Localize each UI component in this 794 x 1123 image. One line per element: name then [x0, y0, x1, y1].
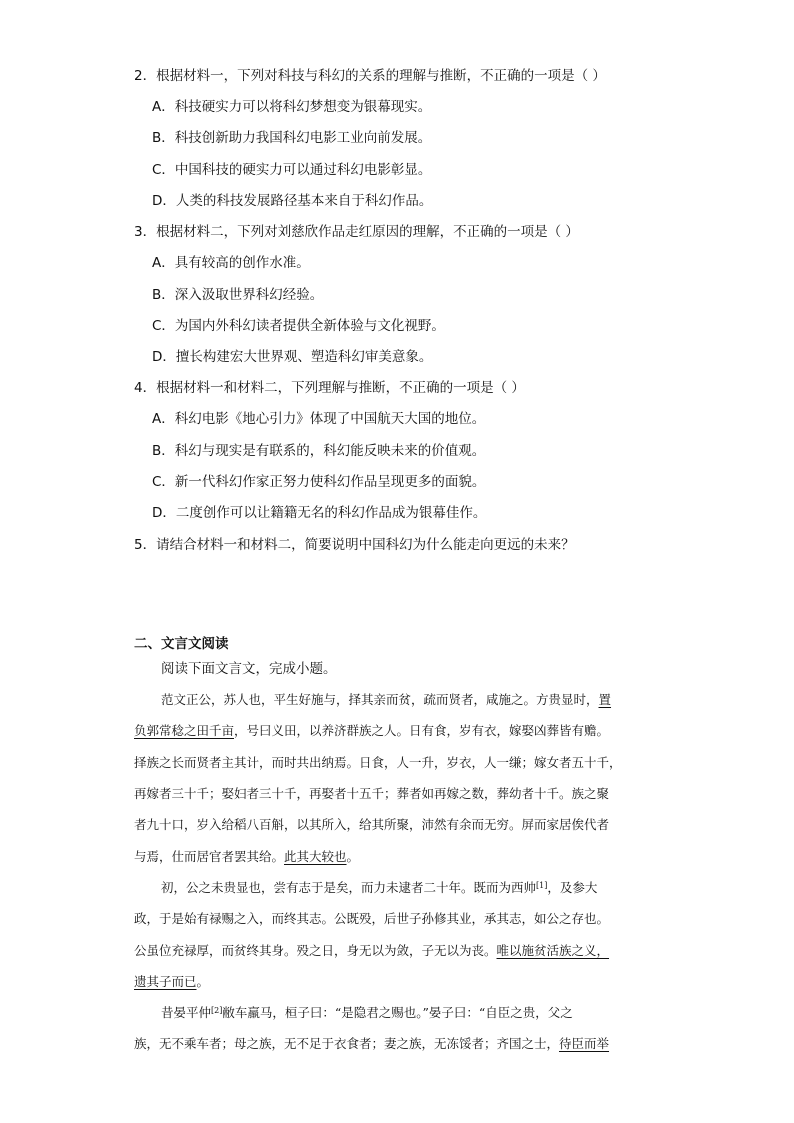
question-4-stem: 4．根据材料一和材料二，下列理解与推断，不正确的一项是（ ）: [134, 380, 525, 396]
passage-p2-line-1: 初，公之未贵显也，尝有志于是矣，而力未逮者二十年。既而为西帅[1]，及参大: [161, 880, 598, 895]
underlined-phrase: 唯以施贫活族之义，: [496, 943, 610, 958]
passage-p1-line-3: 择族之长而贤者主其计，而时共出纳焉。日食，人一升，岁衣，人一缣；嫁女者五十千，: [134, 755, 622, 770]
question-3-option-d: D．擅长构建宏大世界观、塑造科幻审美意象。: [152, 349, 433, 365]
question-3-option-c: C．为国内外科幻读者提供全新体验与文化视野。: [152, 318, 445, 334]
passage-p3-line-2: 族，无不乘车者；母之族，无不足于衣食者；妻之族，无冻馁者；齐国之士，待臣而举: [134, 1036, 610, 1051]
question-5-stem: 5．请结合材料一和材料二，简要说明中国科幻为什么能走向更远的未来？: [134, 537, 575, 553]
section-2-instruction: 阅读下面文言文，完成小题。: [161, 661, 337, 677]
question-4-option-a: A．科幻电影《地心引力》体现了中国航天大国的地位。: [152, 411, 486, 427]
question-2-stem: 2．根据材料一，下列对科技与科幻的关系的理解与推断，不正确的一项是（ ）: [134, 68, 606, 84]
underlined-phrase: 遗其子而已: [134, 974, 197, 989]
passage-p1-line-4: 再嫁者三十千；娶妇者三十千，再娶者十五千；葬者如再嫁之数，葬幼者十千。族之聚: [134, 786, 610, 801]
underlined-phrase: 置: [598, 692, 612, 707]
passage-p1-line-1: 范文正公，苏人也，平生好施与，择其亲而贫，疏而贤者，咸施之。方贵显时，置: [161, 692, 612, 707]
footnote-marker: [1]: [536, 881, 548, 890]
underlined-phrase: 负郭常稔之田千亩: [134, 723, 235, 738]
passage-p3-line-1: 昔晏平仲[2]敝车羸马，桓子曰：“是隐君之赐也。”晏子曰：“自臣之贵，父之: [161, 1005, 573, 1020]
passage-p2-line-4: 遗其子而已。: [134, 974, 210, 989]
section-2-heading: 二、文言文阅读: [134, 636, 229, 652]
question-4-option-b: B．科幻与现实是有联系的，科幻能反映未来的价值观。: [152, 443, 486, 459]
question-4-option-c: C．新一代科幻作家正努力使科幻作品呈现更多的面貌。: [152, 474, 486, 490]
question-2-option-c: C．中国科技的硬实力可以通过科幻电影彰显。: [152, 162, 432, 178]
passage-p2-line-2: 政，于是始有禄赐之入，而终其志。公既殁，后世子孙修其业，承其志，如公之存也。: [134, 911, 610, 926]
passage-p1-line-5: 者九十口，岁入给稻八百斛，以其所入，给其所聚，沛然有余而无穷。屏而家居俟代者: [134, 817, 610, 832]
question-3-option-a: A．具有较高的创作水准。: [152, 255, 310, 271]
question-3-option-b: B．深入汲取世界科幻经验。: [152, 287, 324, 303]
underlined-phrase: 此其大较也: [284, 849, 347, 864]
question-2-option-a: A．科技硬实力可以将科幻梦想变为银幕现实。: [152, 99, 432, 115]
underlined-phrase: 待臣而举: [559, 1036, 610, 1051]
passage-p1-line-2: 负郭常稔之田千亩，号曰义田，以养济群族之人。日有食，岁有衣，嫁娶凶葬皆有赡。: [134, 723, 610, 738]
question-2-option-b: B．科技创新助力我国科幻电影工业向前发展。: [152, 130, 432, 146]
question-4-option-d: D．二度创作可以让籍籍无名的科幻作品成为银幕佳作。: [152, 505, 487, 521]
footnote-marker: [2]: [211, 1006, 223, 1015]
passage-p1-line-6: 与焉，仕而居官者罢其给。此其大较也。: [134, 849, 360, 864]
question-3-stem: 3．根据材料二，下列对刘慈欣作品走红原因的理解，不正确的一项是（ ）: [134, 224, 579, 240]
question-2-option-d: D．人类的科技发展路径基本来自于科幻作品。: [152, 193, 433, 209]
passage-p2-line-3: 公虽位充禄厚，而贫终其身。殁之日，身无以为敛，子无以为丧。唯以施贫活族之义，: [134, 943, 610, 958]
